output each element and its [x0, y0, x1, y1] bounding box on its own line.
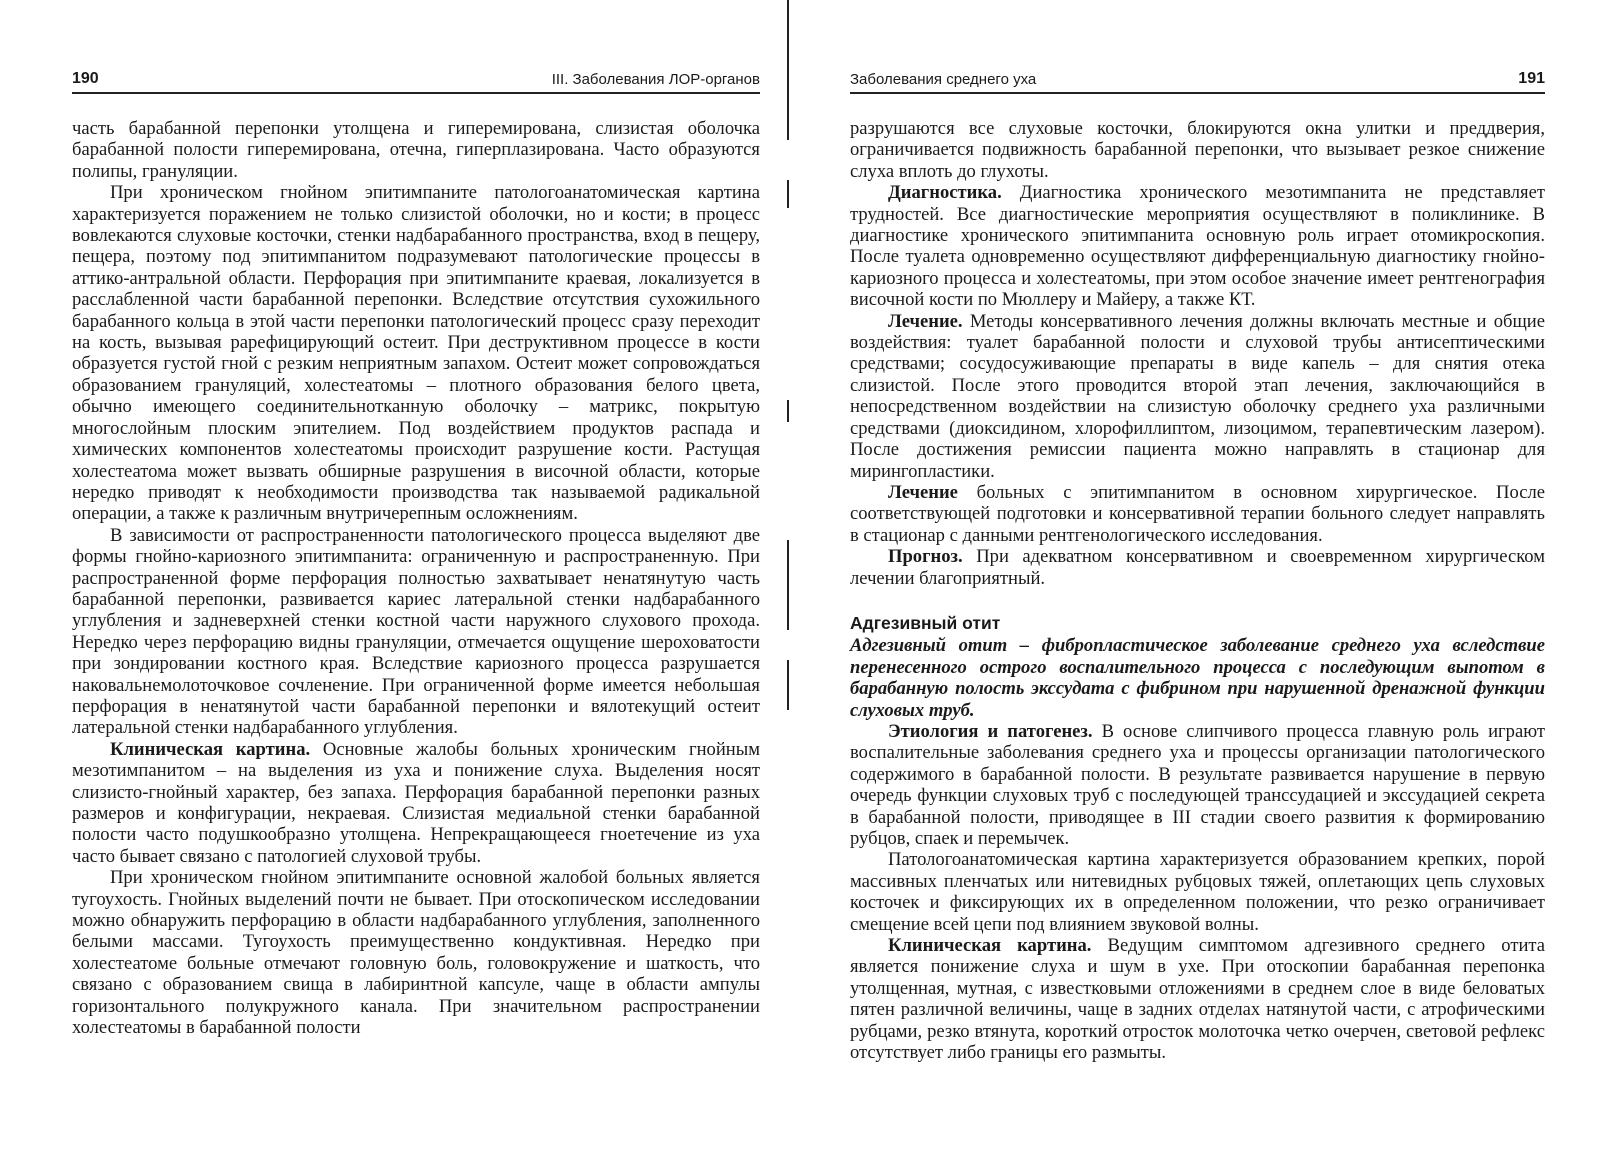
paragraph: Прогноз. При адекватном консервативном и своевременном хирургическом лечении благоприятный. [850, 546, 1545, 589]
paragraph: В зависимости от распространенности патологического процесса выделяют две формы гнойно-кариозного эпитимпанита: ограниченную и распространенную. При распространенной форме перфорация полностью захватывает ненатянутую часть барабанной перепонки, развивается кариес латеральной стенки надбарабанного углубления и задневерхней стенки костной части наружного слухового прохода. Нередко через перфорацию видны грануляции, отмечается ощущение шероховатости при зондировании костного края. Вследствие кариозного процесса разрушается наковальнемолоточковое сочленение. При ограниченной форме имеется небольшая перфорация в ненатянутой части барабанной перепонки и вялотекущий остеит латеральной стенки надбарабанного углубления. [72, 524, 760, 739]
paragraph: Клиническая картина. Ведущим симптомом адгезивного среднего отита является понижение слуха и шум в ухе. При отоскопии барабанная перепонка утолщенная, мутная, с известковыми отложениями в среднем слое в виде беловатых пятен различной величины, чаще в задних отделах натянутой части, с атрофическими рубцами, резко втянута, короткий отросток молоточка четко очерчен, световой рефлекс отсутствует либо границы его размыты. [850, 935, 1545, 1064]
paragraph: Лечение больных с эпитимпанитом в основном хирургическое. После соответствующей подготовки и консервативной терапии больного следует направлять в стационар с данными рентгенологического исследования. [850, 481, 1545, 546]
left-page [0, 0, 790, 1170]
paragraph-lead: Клиническая картина. [110, 738, 311, 760]
book-spine [787, 0, 790, 1170]
right-page-number: 191 [1518, 70, 1545, 87]
right-page-body [850, 118, 1545, 1063]
left-running-head: III. Заболевания ЛОР-органов [551, 71, 760, 88]
paragraph: Патологоанатомическая картина характеризуется образованием крепких, порой массивных пленчатых или нитевидных рубцовых тяжей, оплетающих цепь слуховых косточек и фиксирующих их в определенном положении, что резко ограничивает смещение всей цепи под влиянием звуковой волны. [850, 849, 1545, 935]
right-page [810, 0, 1600, 1170]
paragraph-lead: Этиология и патогенез. [888, 720, 1093, 742]
paragraph: Клиническая картина. Основные жалобы больных хроническим гнойным мезотимпанитом – на выделения из уха и понижение слуха. Выделения носят слизисто-гнойный характер, без запаха. Перфорация барабанной перепонки разных размеров и конфигурации, некраевая. Слизистая медиальной стенки барабанной полости часто подушкообразно утолщена. Непрекращающееся гноетечение из уха часто бывает связано с патологией слуховой трубы. [72, 738, 760, 867]
left-page-header [72, 66, 760, 94]
paragraph: Лечение. Методы консервативного лечения должны включать местные и общие воздействия: туалет барабанной полости и слуховой трубы антисептическими средствами; сосудосуживающие препараты в виде капель – для снятия отека слизистой. После этого проводится второй этап лечения, заключающийся в непосредственном воздействии на слизистую оболочку среднего уха различными средствами (диоксидином, хлорофиллиптом, лизоцимом, терапевтическим лазером). После достижения ремиссии пациента можно направлять в стационар для мирингопластики. [850, 310, 1545, 482]
paragraph-lead: Лечение [888, 481, 958, 503]
paragraph-lead: Лечение. [888, 310, 963, 332]
paragraph-lead: Прогноз. [888, 546, 963, 568]
paragraph-lead: Диагностика. [888, 182, 1002, 204]
paragraph: Этиология и патогенез. В основе слипчивого процесса главную роль играют воспалительные заболевания среднего уха и процессы организации патологического содержимого в барабанной полости. В результате развивается нарушение в первую очередь функции слуховых труб с последующей транссудацией и экссудацией секрета в барабанной полости, приводящее в III стадии своего развития к формированию рубцов, спаек и перемычек. [850, 720, 1545, 849]
paragraph: часть барабанной перепонки утолщена и гиперемирована, слизистая оболочка барабанной полости гиперемирована, отечна, гиперплазирована. Часто образуются полипы, грануляции. [72, 118, 760, 182]
paragraph: При хроническом гнойном эпитимпаните основной жалобой больных является тугоухость. Гнойных выделений почти не бывает. При отоскопическом исследовании можно обнаружить перфорацию в области надбарабанного углубления, заполненного белыми массами. Тугоухость преимущественно кондуктивная. Нередко при холестеатоме больные отмечают головную боль, головокружение и шаткость, что связано с образованием свища в лабиринтной капсуле, чаще в области ампулы горизонтального полукружного канала. При значительном распространении холестеатомы в барабанной полости [72, 867, 760, 1039]
right-running-head: Заболевания среднего уха [850, 71, 1037, 88]
paragraph: Диагностика. Диагностика хронического мезотимпанита не представляет трудностей. Все диагностические мероприятия осуществляют в поликлинике. В диагностике хронического эпитимпанита основную роль играет отомикроскопия. После туалета одновременно осуществляют дифференциальную диагностику гнойно-кариозного процесса и холестеатомы, при этом особое значение имеет рентгенография височной кости по Мюллеру и Майеру, а также КТ. [850, 182, 1545, 311]
left-page-number: 190 [72, 70, 99, 87]
paragraph: При хроническом гнойном эпитимпаните патологоанатомическая картина характеризуется поражением не только слизистой оболочки, но и кости; в процесс вовлекаются слуховые косточки, стенки надбарабанного пространства, вход в пещеру, пещера, поэтому под эпитимпанитом подразумевают патологические процессы в аттико-антральной области. Перфорация при эпитимпаните краевая, локализуется в расслабленной части барабанной перепонки. Вследствие отсутствия сухожильного барабанного кольца в этой части перепонки патологический процесс сразу переходит на кость, вызывая рарефицирующий остеит. При деструктивном процессе в кости образуется густой гной с резким неприятным запахом. Остеит может сопровождаться образованием грануляций, холестеатомы – плотного образования белого цвета, обычно имеющего соединительнотканную оболочку – матрикс, покрытую многослойным плоским эпителием. Под воздействием продуктов распада и химических компонентов холестеатомы происходит разрушение кости. Растущая холестеатома может вызвать обширные разрушения в височной области, которые нередко приводят к необходимости производства так называемой радикальной операции, а также к различным внутричерепным осложнениям. [72, 182, 760, 525]
right-page-header [850, 66, 1545, 94]
paragraph: разрушаются все слуховые косточки, блокируются окна улитки и преддверия, ограничивается подвижность барабанной перепонки, что вызывает резкое снижение слуха вплоть до глухоты. [850, 118, 1545, 182]
paragraph-lead: Клиническая картина. [888, 935, 1092, 957]
section-definition: Адгезивный отит – фибропластическое заболевание среднего уха вследствие перенесенного острого воспалительного процесса с последующим выпотом в барабанную полость экссудата с фибрином при нарушенной дренажной функции слуховых труб. [850, 635, 1545, 721]
section-heading: Адгезивный отит [850, 612, 1001, 633]
left-page-body [72, 118, 760, 1038]
